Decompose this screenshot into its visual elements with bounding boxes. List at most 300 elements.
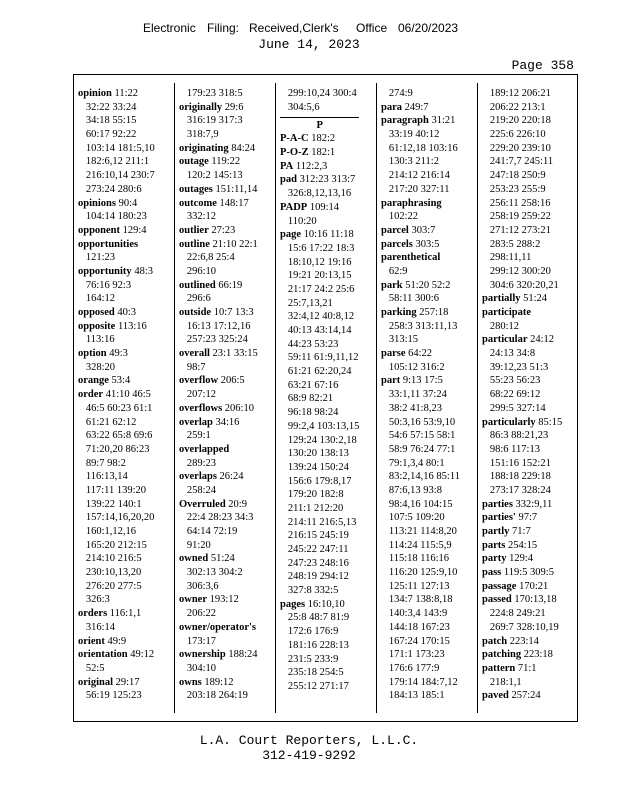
page-line-refs: 16:10,10 [307, 598, 345, 610]
page-line-refs: 167:24 170:15 [388, 635, 450, 647]
index-term: originating [179, 142, 229, 154]
page-line-refs: 304:10 [186, 662, 217, 674]
index-term: party [482, 553, 507, 565]
index-continuation [381, 183, 460, 197]
index-continuation [78, 210, 155, 224]
page-line-refs: 258:19 259:22 [489, 211, 551, 223]
index-entry [280, 598, 359, 612]
page-line-refs: 50:3,16 53:9,10 [388, 416, 456, 428]
index-entry [78, 224, 155, 238]
index-continuation [280, 351, 359, 365]
index-term: owns [179, 676, 202, 688]
index-entry [78, 607, 155, 621]
index-term: page [280, 229, 301, 241]
page-line-refs: 299:5 327:14 [489, 402, 546, 414]
index-continuation [482, 374, 562, 388]
index-continuation [482, 114, 562, 128]
page-line-refs: 71:7 [512, 526, 531, 537]
page-line-refs: 24:13 34:8 [489, 348, 536, 360]
page-line-refs: 223:18 [523, 649, 553, 661]
page-line-refs: 25:8 48:7 81:9 [287, 612, 350, 624]
page-line-refs: 53:4 [111, 375, 131, 387]
page-line-refs: 179:23 318:5 [186, 88, 243, 99]
index-term: orientation [78, 649, 128, 661]
page-line-refs: 79:1,3,4 80:1 [388, 457, 445, 469]
index-entry [179, 155, 258, 169]
index-term: parties' [482, 512, 516, 524]
page-line-refs: 21:17 24:2 25:6 [287, 283, 355, 295]
index-entry [78, 265, 155, 279]
index-continuation [482, 429, 562, 443]
page-line-refs: 326:3 [85, 594, 110, 606]
page-line-refs: 332:12 [186, 211, 217, 223]
page-line-refs: 304:5,6 [287, 101, 320, 113]
index-term: pattern [482, 662, 516, 674]
index-continuation [280, 625, 359, 639]
page-line-refs: 40:13 43:14,14 [287, 325, 352, 336]
index-entry [482, 539, 562, 553]
index-continuation [381, 635, 460, 649]
index-term: orient [78, 635, 105, 647]
index-entry [482, 416, 562, 430]
index-term: original [78, 676, 114, 688]
index-entry [280, 160, 359, 174]
index-term: P-A-C [280, 133, 309, 145]
page-line-refs: 24:12 [530, 334, 555, 346]
page-line-refs: 76:16 92:3 [85, 279, 132, 291]
page-line-refs: 60:17 92:22 [85, 129, 137, 141]
page-line-refs: 25:7,13,21 [287, 297, 333, 309]
index-entry [482, 552, 562, 566]
page-line-refs: 182:6,12 211:1 [85, 156, 150, 168]
page-line-refs: 125:11 127:13 [388, 580, 450, 592]
page-line-refs: 247:23 248:16 [287, 557, 349, 569]
index-entry [482, 580, 562, 594]
index-continuation [482, 470, 562, 484]
page-line-refs: 299:10,24 300:4 [287, 88, 357, 99]
index-column-2 [179, 87, 258, 703]
page-line-refs: 49:9 [107, 635, 127, 647]
page-line-refs: 214:10 216:5 [85, 553, 142, 565]
page-line-refs: 258:24 [186, 484, 217, 496]
index-continuation [78, 101, 155, 115]
page-line-refs: 217:20 327:11 [388, 183, 450, 195]
page-line-refs: 151:16 152:21 [489, 457, 551, 469]
index-term: passage [482, 580, 517, 592]
page-line-refs: 219:20 220:18 [489, 115, 551, 127]
index-continuation [179, 457, 258, 471]
index-continuation [482, 265, 562, 279]
index-continuation [78, 169, 155, 183]
index-continuation [78, 292, 155, 306]
index-continuation [280, 324, 359, 338]
page-line-refs: 38:2 41:8,23 [388, 402, 442, 414]
page-line-refs: 274:9 [388, 88, 413, 99]
index-continuation [280, 584, 359, 598]
index-continuation [381, 662, 460, 676]
index-column-4 [381, 87, 460, 703]
page-line-refs: 214:12 216:14 [388, 170, 450, 182]
index-entry [482, 306, 562, 320]
index-column-5 [482, 87, 562, 703]
page-line-refs: 54:6 57:15 58:1 [388, 430, 456, 442]
index-entry [280, 173, 359, 187]
index-continuation [381, 525, 460, 539]
page-line-refs: 58:11 300:6 [388, 293, 439, 305]
column-divider [477, 83, 478, 713]
page-line-refs: 189:12 [204, 676, 234, 688]
page-line-refs: 206:22 213:1 [489, 101, 546, 113]
page-line-refs: 130:20 138:13 [287, 448, 349, 460]
page-line-refs: 83:2,14,16 85:11 [388, 471, 460, 483]
page-line-refs: 302:13 304:2 [186, 567, 243, 579]
index-term: opponent [78, 224, 121, 236]
index-term: patching [482, 649, 522, 661]
index-term: part [381, 375, 401, 387]
page-line-refs: 273:17 328:24 [489, 484, 551, 496]
index-entry [179, 224, 258, 238]
page-line-refs: 103:14 181:5,10 [85, 142, 155, 154]
index-entry [179, 676, 258, 690]
page-line-refs: 184:13 185:1 [388, 690, 445, 702]
index-entry [482, 648, 562, 662]
index-continuation [381, 470, 460, 484]
page-line-refs: 48:3 [134, 265, 153, 277]
page-line-refs: 299:12 300:20 [489, 265, 551, 277]
index-continuation [280, 516, 359, 530]
page-line-refs: 129:4 [509, 553, 534, 565]
index-term: partly [482, 526, 510, 537]
index-continuation [482, 142, 562, 156]
page-line-refs: 18:10,12 19:16 [287, 256, 352, 268]
index-term: opposed [78, 307, 115, 318]
index-term: parenthetical [381, 252, 441, 264]
page-line-refs: 269:7 328:10,19 [489, 621, 559, 633]
page-line-refs: 313:15 [388, 334, 419, 346]
page-line-refs: 84:24 [231, 142, 256, 154]
index-continuation [179, 361, 258, 375]
page-line-refs: 188:24 [228, 649, 258, 661]
index-entry [179, 197, 258, 211]
page-line-refs: 71:1 [517, 662, 537, 674]
index-continuation [381, 292, 460, 306]
index-continuation [280, 297, 359, 311]
page-line-refs: 206:22 [186, 608, 217, 620]
index-continuation [78, 416, 155, 430]
page-line-refs: 19:21 20:13,15 [287, 270, 352, 282]
index-term: parking [381, 307, 417, 318]
index-continuation [280, 379, 359, 393]
index-entry [482, 511, 562, 525]
page-line-refs: 182:2 [311, 133, 336, 145]
index-continuation [280, 570, 359, 584]
index-term: opinions [78, 197, 116, 209]
index-continuation [179, 265, 258, 279]
index-continuation [482, 621, 562, 635]
page-line-refs: 55:23 56:23 [489, 375, 541, 387]
page-line-refs: 230:10,13,20 [85, 567, 142, 579]
page-line-refs: 29:17 [115, 676, 140, 688]
index-entry [179, 621, 258, 635]
index-entry [78, 320, 155, 334]
index-entry [381, 347, 460, 361]
index-continuation [280, 392, 359, 406]
index-term: PA [280, 160, 294, 172]
index-continuation [78, 333, 155, 347]
page-line-refs: 256:11 258:16 [489, 197, 551, 209]
page-line-refs: 303:5 [415, 238, 440, 250]
index-continuation [280, 611, 359, 625]
index-term: ownership [179, 649, 226, 661]
page-line-refs: 248:19 294:12 [287, 571, 349, 583]
index-entry [78, 676, 155, 690]
index-continuation [482, 402, 562, 416]
index-term: opinion [78, 88, 112, 99]
index-continuation [482, 210, 562, 224]
page-line-refs: 214:11 216:5,13 [287, 516, 357, 528]
index-entry [78, 635, 155, 649]
page-line-refs: 176:6 177:9 [388, 662, 440, 674]
page-line-refs: 253:23 255:9 [489, 183, 546, 195]
index-entry [179, 101, 258, 115]
page-line-refs: 116:13,14 [85, 471, 128, 483]
page-line-refs: 58:9 76:24 77:1 [388, 443, 456, 455]
index-continuation [78, 552, 155, 566]
index-continuation [280, 447, 359, 461]
index-continuation [381, 388, 460, 402]
page-line-refs: 10:7 13:3 [213, 307, 254, 318]
index-continuation [78, 402, 155, 416]
page-line-refs: 224:8 249:21 [489, 608, 546, 620]
index-continuation [280, 215, 359, 229]
header-filing: Filing: [207, 21, 240, 35]
page-line-refs: 241:7,7 245:11 [489, 156, 554, 168]
index-continuation [78, 539, 155, 553]
page-line-refs: 68:9 82:21 [287, 393, 334, 405]
index-continuation [280, 101, 359, 115]
index-continuation [179, 320, 258, 334]
page-line-refs: 303:7 [411, 224, 436, 236]
index-continuation [381, 87, 460, 101]
hearing-date: June 14, 2023 [258, 37, 360, 52]
index-term: paraphrasing [381, 197, 442, 209]
page-line-refs: 332:9,11 [515, 498, 553, 510]
page-line-refs: 247:18 250:9 [489, 170, 546, 182]
index-entry [179, 470, 258, 484]
page-line-refs: 257:18 [419, 307, 449, 318]
page-line-refs: 107:5 109:20 [388, 512, 445, 524]
page-line-refs: 63:21 67:16 [287, 379, 339, 391]
page-line-refs: 51:24 [210, 553, 235, 565]
index-box [73, 74, 578, 722]
page-line-refs: 258:3 313:11,13 [388, 320, 458, 332]
page-line-refs: 121:23 [85, 252, 116, 264]
index-continuation [381, 621, 460, 635]
footer-company: L.A. Court Reporters, L.L.C. [199, 733, 419, 748]
page-line-refs: 64:22 [408, 348, 433, 360]
page-line-refs: 283:5 288:2 [489, 238, 541, 250]
index-term: pad [280, 174, 297, 186]
index-entry [78, 648, 155, 662]
index-continuation [179, 525, 258, 539]
page-line-refs: 104:14 180:23 [85, 211, 147, 223]
index-continuation [482, 169, 562, 183]
page-line-refs: 216:15 245:19 [287, 530, 349, 542]
page-line-refs: 245:22 247:11 [287, 544, 349, 555]
index-continuation [280, 283, 359, 297]
index-continuation [482, 443, 562, 457]
page-line-refs: 61:21 62:12 [85, 416, 137, 428]
page-line-refs: 298:11,11 [489, 252, 532, 264]
page-line-refs: 193:12 [209, 594, 239, 606]
page-line-refs: 115:18 116:16 [388, 553, 450, 565]
index-continuation [280, 338, 359, 352]
index-continuation [381, 429, 460, 443]
index-term: outline [179, 238, 210, 250]
page-line-refs: 206:5 [220, 375, 245, 387]
index-continuation [78, 511, 155, 525]
index-continuation [482, 128, 562, 142]
index-continuation [179, 539, 258, 553]
index-continuation [179, 292, 258, 306]
column-divider [275, 83, 276, 713]
index-entry [179, 552, 258, 566]
index-term: overlap [179, 416, 213, 428]
index-continuation [78, 251, 155, 265]
page-line-refs: 271:12 273:21 [489, 224, 551, 236]
index-continuation [78, 142, 155, 156]
page-line-refs: 259:1 [186, 430, 211, 442]
index-continuation [179, 128, 258, 142]
page-line-refs: 49:3 [109, 348, 128, 360]
index-continuation [482, 457, 562, 471]
index-entry [482, 498, 562, 512]
page-line-refs: 249:7 [404, 101, 429, 113]
page-line-refs: 98:6 117:13 [489, 443, 540, 455]
index-entry [179, 593, 258, 607]
index-term: outages [179, 183, 213, 195]
page-line-refs: 231:5 233:9 [287, 653, 339, 665]
column-divider [174, 83, 175, 713]
page-line-refs: 99:2,4 103:13,15 [287, 420, 360, 432]
index-term: order [78, 389, 104, 401]
index-entry [482, 292, 562, 306]
index-continuation [78, 361, 155, 375]
page-line-refs: 96:18 98:24 [287, 407, 339, 419]
index-continuation [381, 443, 460, 457]
index-continuation [280, 242, 359, 256]
page-line-refs: 312:23 313:7 [299, 174, 356, 186]
index-term: park [381, 279, 403, 291]
index-continuation [381, 498, 460, 512]
page-line-refs: 289:23 [186, 457, 217, 469]
index-continuation [78, 443, 155, 457]
index-continuation [381, 580, 460, 594]
index-term: originally [179, 101, 223, 113]
index-entry [179, 402, 258, 416]
index-entry [381, 101, 460, 115]
index-continuation [381, 593, 460, 607]
page-line-refs: 34:16 [215, 416, 240, 428]
index-entry [280, 132, 359, 146]
page-line-refs: 105:12 316:2 [388, 361, 445, 373]
page-line-refs: 254:15 [507, 539, 538, 551]
index-continuation [78, 155, 155, 169]
index-entry [381, 279, 460, 293]
page-line-refs: 116:20 125:9,10 [388, 567, 458, 579]
index-continuation [381, 320, 460, 334]
index-continuation [179, 429, 258, 443]
index-term: Overruled [179, 498, 226, 510]
index-continuation [482, 197, 562, 211]
page-line-refs: 32:22 33:24 [85, 101, 137, 113]
index-continuation [381, 552, 460, 566]
page-line-refs: 62:9 [388, 265, 408, 277]
index-term: overflows [179, 402, 223, 414]
index-continuation [78, 114, 155, 128]
index-continuation [280, 557, 359, 571]
page-line-refs: 114:24 115:5,9 [388, 539, 452, 551]
index-term: overall [179, 348, 210, 360]
page-line-refs: 139:22 140:1 [85, 498, 142, 510]
index-continuation [482, 347, 562, 361]
index-continuation [179, 635, 258, 649]
index-term: PADP [280, 201, 308, 213]
page-line-refs: 181:16 228:13 [287, 639, 349, 651]
index-continuation [179, 580, 258, 594]
page-line-refs: 328:20 [85, 361, 116, 373]
page-line-refs: 9:13 17:5 [402, 375, 443, 387]
index-continuation [179, 333, 258, 347]
index-term: overflow [179, 375, 219, 387]
page-line-refs: 296:6 [186, 293, 211, 305]
index-continuation [482, 155, 562, 169]
index-continuation [381, 210, 460, 224]
page-line-refs: 257:23 325:24 [186, 334, 248, 346]
page-line-refs: 179:14 184:7,12 [388, 676, 458, 688]
page-line-refs: 216:10,14 230:7 [85, 170, 155, 182]
index-continuation [381, 607, 460, 621]
page-line-refs: 255:12 271:17 [287, 680, 349, 692]
index-continuation [381, 511, 460, 525]
index-continuation [78, 429, 155, 443]
index-term: overlaps [179, 471, 217, 483]
index-term: particularly [482, 416, 536, 428]
index-term: paragraph [381, 115, 429, 127]
page-line-refs: 22:4 28:23 34:3 [186, 512, 254, 524]
page-line-refs: 56:19 125:23 [85, 690, 142, 702]
page-line-refs: 51:24 [523, 293, 548, 305]
index-continuation [280, 87, 359, 101]
page-line-refs: 26:24 [219, 471, 244, 483]
page-line-refs: 129:24 130:2,18 [287, 434, 357, 446]
index-term: outside [179, 307, 212, 318]
page-line-refs: 257:24 [511, 690, 541, 702]
page-line-refs: 112:2,3 [295, 160, 328, 172]
index-term: owner [179, 594, 207, 606]
header-date: 06/20/2023 [398, 21, 459, 35]
page-line-refs: 110:20 [287, 215, 317, 227]
index-continuation [280, 475, 359, 489]
page-line-refs: 316:14 [85, 621, 116, 633]
page-line-refs: 113:21 114:8,20 [388, 526, 457, 537]
page-line-refs: 15:6 17:22 18:3 [287, 242, 355, 254]
page-line-refs: 64:14 72:19 [186, 526, 238, 537]
index-continuation [482, 320, 562, 334]
index-continuation [482, 361, 562, 375]
page-line-refs: 41:10 46:5 [105, 389, 151, 401]
page-line-refs: 61:21 62:20,24 [287, 366, 352, 378]
